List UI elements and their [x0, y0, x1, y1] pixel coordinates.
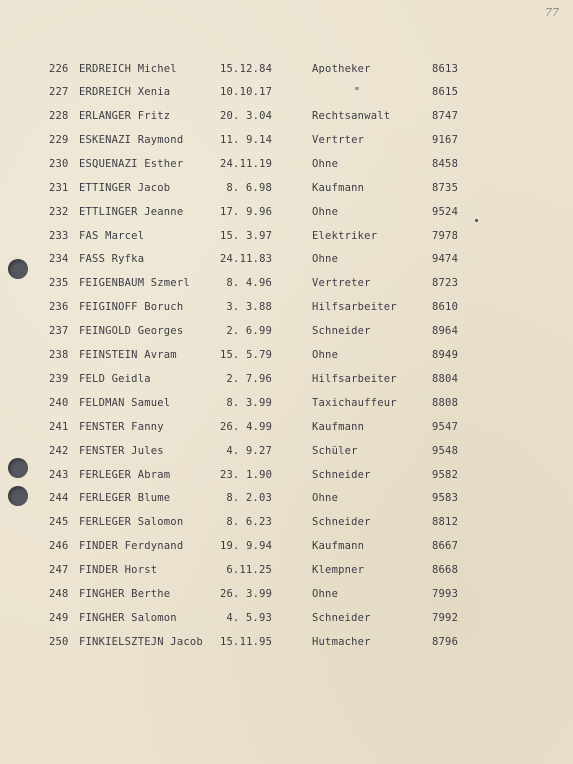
reference-number: 8747 [432, 110, 459, 122]
record-number: 243 [49, 469, 69, 481]
birth-date: 4. 9.27 [226, 445, 272, 457]
record-number: 233 [49, 230, 69, 242]
record-number: 228 [49, 110, 69, 122]
profession: Elektriker [312, 230, 378, 242]
record-row [0, 443, 573, 459]
person-name: FELDMAN Samuel [79, 397, 171, 409]
reference-number: 9524 [432, 206, 459, 218]
record-number: 235 [49, 277, 69, 289]
person-name: FINKIELSZTEJN Jacob [79, 636, 203, 648]
reference-number: 7992 [432, 612, 459, 624]
record-number: 239 [49, 373, 69, 385]
record-row [0, 586, 573, 602]
person-name: FERLEGER Abram [79, 469, 171, 481]
profession: Hutmacher [312, 636, 371, 648]
profession: Ohne [312, 349, 339, 361]
profession: Rechtsanwalt [312, 110, 391, 122]
profession: Taxichauffeur [312, 397, 397, 409]
reference-number: 8723 [432, 277, 459, 289]
reference-number: 8949 [432, 349, 459, 361]
profession: Hilfsarbeiter [312, 373, 397, 385]
record-number: 250 [49, 636, 69, 648]
person-name: FINDER Ferdynand [79, 540, 184, 552]
reference-number: 8668 [432, 564, 459, 576]
record-row [0, 419, 573, 435]
record-row [0, 490, 573, 506]
record-number: 226 [49, 63, 69, 75]
person-name: FEINGOLD Georges [79, 325, 184, 337]
record-number: 227 [49, 86, 69, 98]
reference-number: 8615 [432, 86, 459, 98]
record-row [0, 228, 573, 244]
record-number: 234 [49, 253, 69, 265]
person-name: FAS Marcel [79, 230, 145, 242]
reference-number: 9548 [432, 445, 459, 457]
reference-number: 8667 [432, 540, 459, 552]
profession: Klempner [312, 564, 365, 576]
profession: Apotheker [312, 63, 371, 75]
record-row [0, 132, 573, 148]
profession: Kaufmann [312, 540, 365, 552]
record-row [0, 204, 573, 220]
record-row [0, 371, 573, 387]
record-row [0, 108, 573, 124]
profession: Ohne [312, 158, 339, 170]
reference-number: 8458 [432, 158, 459, 170]
profession: Kaufmann [312, 182, 365, 194]
birth-date: 11. 9.14 [220, 134, 273, 146]
record-number: 247 [49, 564, 69, 576]
birth-date: 26. 3.99 [220, 588, 273, 600]
record-row [0, 299, 573, 315]
record-number: 241 [49, 421, 69, 433]
record-row [0, 634, 573, 650]
birth-date: 23. 1.90 [220, 469, 273, 481]
record-number: 229 [49, 134, 69, 146]
birth-date: 17. 9.96 [220, 206, 273, 218]
record-row [0, 156, 573, 172]
person-name: FINGHER Berthe [79, 588, 171, 600]
record-number: 230 [49, 158, 69, 170]
reference-number: 7978 [432, 230, 459, 242]
person-name: FENSTER Jules [79, 445, 164, 457]
reference-number: 9582 [432, 469, 459, 481]
person-name: FINDER Horst [79, 564, 158, 576]
reference-number: 9167 [432, 134, 459, 146]
profession: " [353, 86, 361, 98]
profession: Ohne [312, 253, 339, 265]
profession: Vertrter [312, 134, 365, 146]
reference-number: 8808 [432, 397, 459, 409]
record-number: 232 [49, 206, 69, 218]
birth-date: 15. 3.97 [220, 230, 273, 242]
birth-date: 24.11.83 [220, 253, 273, 265]
person-name: ERDREICH Xenia [79, 86, 171, 98]
person-name: FEIGINOFF Boruch [79, 301, 184, 313]
birth-date: 20. 3.04 [220, 110, 273, 122]
profession: Schüler [312, 445, 358, 457]
birth-date: 8. 3.99 [226, 397, 272, 409]
profession: Ohne [312, 206, 339, 218]
birth-date: 15.12.84 [220, 63, 273, 75]
record-row [0, 275, 573, 291]
birth-date: 8. 2.03 [226, 492, 272, 504]
record-number: 248 [49, 588, 69, 600]
person-name: ERDREICH Michel [79, 63, 177, 75]
birth-date: 19. 9.94 [220, 540, 273, 552]
record-row [0, 323, 573, 339]
person-name: FENSTER Fanny [79, 421, 164, 433]
page-number: 77 [545, 6, 559, 19]
record-row [0, 251, 573, 267]
birth-date: 6.11.25 [226, 564, 272, 576]
record-row [0, 467, 573, 483]
person-name: FASS Ryfka [79, 253, 145, 265]
profession: Ohne [312, 492, 339, 504]
person-name: ETTLINGER Jeanne [79, 206, 184, 218]
record-row [0, 347, 573, 363]
profession: Vertreter [312, 277, 371, 289]
record-row [0, 610, 573, 626]
person-name: ETTINGER Jacob [79, 182, 171, 194]
record-row [0, 61, 573, 77]
person-name: ESQUENAZI Esther [79, 158, 184, 170]
record-row [0, 84, 573, 100]
record-number: 249 [49, 612, 69, 624]
record-number: 237 [49, 325, 69, 337]
birth-date: 24.11.19 [220, 158, 273, 170]
record-row [0, 538, 573, 554]
reference-number: 9547 [432, 421, 459, 433]
reference-number: 8796 [432, 636, 459, 648]
reference-number: 8735 [432, 182, 459, 194]
birth-date: 2. 6.99 [226, 325, 272, 337]
birth-date: 3. 3.88 [226, 301, 272, 313]
birth-date: 2. 7.96 [226, 373, 272, 385]
birth-date: 10.10.17 [220, 86, 273, 98]
profession: Schneider [312, 469, 371, 481]
birth-date: 4. 5.93 [226, 612, 272, 624]
record-row [0, 180, 573, 196]
birth-date: 15.11.95 [220, 636, 273, 648]
reference-number: 7993 [432, 588, 459, 600]
record-number: 240 [49, 397, 69, 409]
birth-date: 8. 4.96 [226, 277, 272, 289]
birth-date: 26. 4.99 [220, 421, 273, 433]
profession: Ohne [312, 588, 339, 600]
person-name: FERLEGER Blume [79, 492, 171, 504]
profession: Schneider [312, 612, 371, 624]
record-number: 238 [49, 349, 69, 361]
reference-number: 8964 [432, 325, 459, 337]
person-name: FEIGENBAUM Szmerl [79, 277, 190, 289]
person-name: ERLANGER Fritz [79, 110, 171, 122]
record-number: 242 [49, 445, 69, 457]
profession: Kaufmann [312, 421, 365, 433]
reference-number: 9583 [432, 492, 459, 504]
record-number: 231 [49, 182, 69, 194]
profession: Schneider [312, 325, 371, 337]
person-name: FELD Geidla [79, 373, 151, 385]
birth-date: 8. 6.98 [226, 182, 272, 194]
record-number: 236 [49, 301, 69, 313]
birth-date: 8. 6.23 [226, 516, 272, 528]
person-name: FEINSTEIN Avram [79, 349, 177, 361]
reference-number: 8812 [432, 516, 459, 528]
record-row [0, 514, 573, 530]
reference-number: 8804 [432, 373, 459, 385]
reference-number: 9474 [432, 253, 459, 265]
person-name: FINGHER Salomon [79, 612, 177, 624]
record-row [0, 395, 573, 411]
record-row [0, 562, 573, 578]
profession: Hilfsarbeiter [312, 301, 397, 313]
profession: Schneider [312, 516, 371, 528]
record-number: 244 [49, 492, 69, 504]
record-number: 245 [49, 516, 69, 528]
reference-number: 8613 [432, 63, 459, 75]
person-name: FERLEGER Salomon [79, 516, 184, 528]
person-name: ESKENAZI Raymond [79, 134, 184, 146]
record-number: 246 [49, 540, 69, 552]
birth-date: 15. 5.79 [220, 349, 273, 361]
reference-number: 8610 [432, 301, 459, 313]
